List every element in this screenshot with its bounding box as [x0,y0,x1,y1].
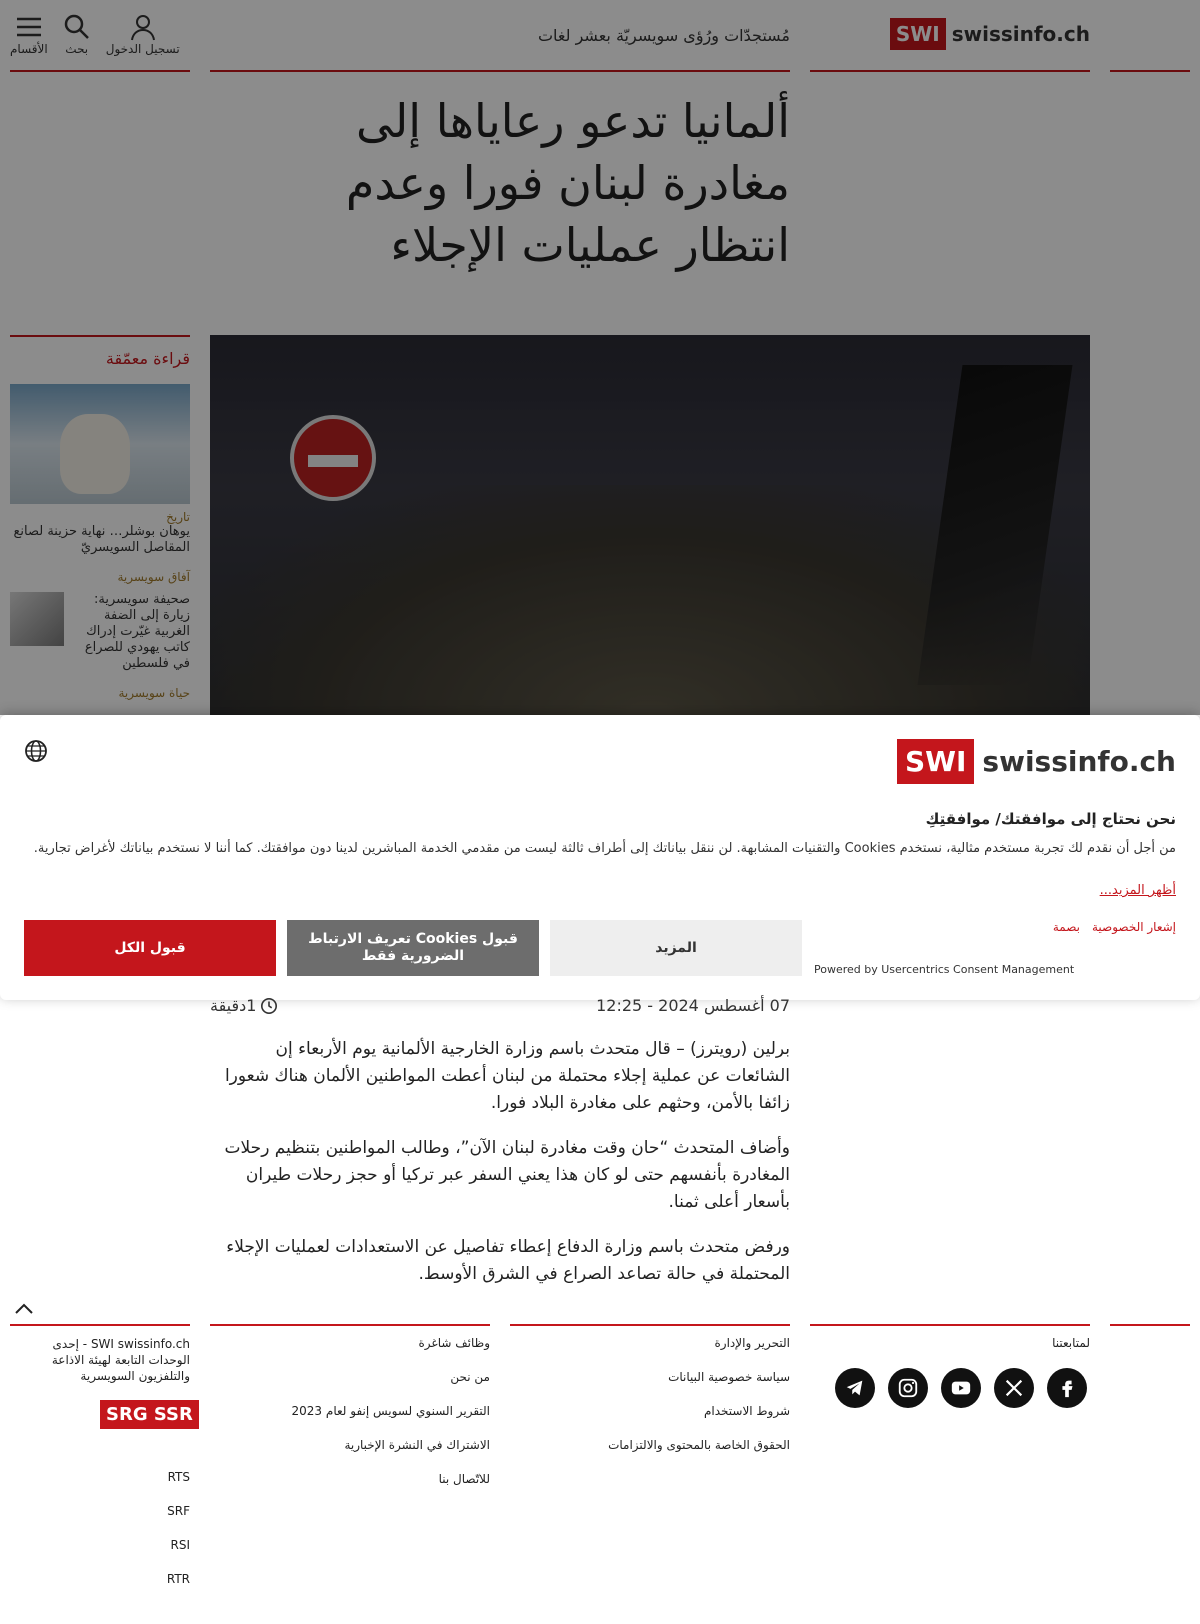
unit-link[interactable]: RTR [166,1572,190,1586]
imprint-link[interactable]: بصمة [1052,920,1080,934]
social-links [835,1368,1087,1408]
article-date: 07 أغسطس 2024 - 12:25 [596,996,790,1015]
site-tagline: مُستجدّات ورُؤى سويسريّة بعشر لغات [537,26,790,45]
globe-icon[interactable] [24,739,48,763]
logo-name: swissinfo.ch [951,22,1090,46]
sidebar-title: قراءة معمّقة [10,335,190,368]
telegram-link[interactable] [835,1368,875,1408]
article-body [210,1036,790,1306]
footer-link[interactable]: سياسة خصوصية البيانات [668,1370,790,1384]
follow-us-label: لمتابعتنا [1052,1336,1090,1350]
consent-logo [897,739,1176,784]
search-label: بحث [65,42,89,56]
footer-rule [1110,1324,1190,1326]
sidebar-link[interactable]: يوهان بوشلر… نهاية حزينة لصانع المقاصل السويسريّ [13,524,190,555]
sections-label: الأقسام [10,42,48,56]
consent-heading: نحن نحتاج إلى موافقتك/ موافقتِكِ [925,810,1176,828]
x-icon [1003,1377,1025,1399]
login-label: تسجيل الدخول [105,42,180,56]
read-time-label: 1دقيقة [210,996,257,1015]
consent-backdrop [0,0,1200,715]
footer-rule [810,1324,1090,1326]
footer-rule [510,1324,790,1326]
accept-all-button[interactable]: قبول الكل [24,920,276,976]
footer-link[interactable]: شروط الاستخدام [703,1404,790,1418]
footer-link[interactable]: التقرير السنوي لسويس إنفو لعام 2023 [291,1404,490,1418]
consent-dialog [0,715,1200,1000]
footer-link[interactable]: من نحن [450,1370,490,1384]
essential-only-button[interactable]: قبول Cookies تعريف الارتباط الضرورية فقط [287,920,539,976]
footer-column-2 [210,1336,490,1506]
footer-link[interactable]: الاشتراك في النشرة الإخبارية [344,1438,490,1452]
footer-link[interactable]: وظائف شاغرة [418,1336,490,1350]
telegram-icon [844,1377,866,1399]
article-headline: ألمانيا تدعو رعاياها إلى مغادرة لبنان فورا وعدم انتظار عمليات الإجلاء [345,94,790,272]
logo-badge: SWI [890,18,946,50]
unit-link[interactable]: RTS [167,1470,190,1484]
footer-link[interactable]: للاتّصال بنا [438,1472,490,1486]
instagram-icon [897,1377,919,1399]
chevron-up-icon[interactable] [12,1298,36,1318]
powered-by: Powered by Usercentrics Consent Management [814,963,1075,976]
footer-rule [210,1324,490,1326]
article-paragraph: وأضاف المتحدث “حان وقت مغادرة لبنان الآن”، وطالب المواطنين بتنظيم رحلات المغادرة بأنفسهم حتى لو كان هذا يعني السفر عبر تركيا أو حجز رحلات طيران بأسعار أعلى ثمنا. [224,1138,790,1212]
x-link[interactable] [994,1368,1034,1408]
consent-logo-name: swissinfo.ch [982,745,1176,778]
show-more-link[interactable]: أظهر المزيد... [1099,883,1176,898]
footer-column-1 [510,1336,790,1472]
facebook-link[interactable] [1047,1368,1087,1408]
privacy-notice-link[interactable]: إشعار الخصوصية [1091,920,1176,934]
instagram-link[interactable] [888,1368,928,1408]
srg-units [10,1470,190,1606]
article-paragraph: برلين (رويترز) – قال متحدث باسم وزارة الخارجية الألمانية يوم الأربعاء إن الشائعات عن عملية إجلاء محتملة من لبنان أعطت المواطنين الألمان هناك شعورا زائفا بالأمن، وحثهم على مغادرة البلاد فورا. [224,1039,790,1113]
article-paragraph: ورفض متحدث باسم وزارة الدفاع إعطاء تفاصيل عن الاستعدادات لعمليات الإجلاء المحتملة في حالة تصاعد الصراع في الشرق الأوسط. [226,1237,790,1284]
sidebar-link[interactable]: صحيفة سويسرية: زيارة إلى الضفة الغربية غيّرت إدراك كاتب يهودي للصراع في فلسطين [84,592,190,671]
sidebar-category: آفاق سويسرية [117,570,190,584]
consent-body: من أجل أن نقدم لك تجربة مستخدم مثالية، نستخدم Cookies والتقنيات المشابهة. لن ننقل بياناتك إلى أطراف ثالثة ليست من مقدمي الخدمة المباشرين لدينا دون موافقتك. كما أننا لا نستخدم بياناتك لأغراض تجارية. [33,841,1176,856]
more-button[interactable]: المزيد [550,920,802,976]
consent-links [1053,920,1176,934]
facebook-icon [1056,1377,1078,1399]
footer-link[interactable]: الحقوق الخاصة بالمحتوى والالتزامات [608,1438,790,1452]
read-time [210,996,278,1015]
youtube-icon [950,1377,972,1399]
unit-link[interactable]: SRF [167,1504,190,1518]
clock-icon [260,997,278,1015]
footer-rule [10,1324,190,1326]
consent-logo-badge: SWI [897,739,974,784]
sidebar-category: تاريخ [166,510,190,524]
srg-description: SWI swissinfo.ch - إحدى الوحدات التابعة لهيئة الاذاعة والتلفزيون السويسرية [51,1337,190,1383]
youtube-link[interactable] [941,1368,981,1408]
sidebar-category: حياة سويسرية [118,686,190,700]
article-meta [210,996,790,1015]
unit-link[interactable]: RSI [170,1538,190,1552]
srg-ssr-logo[interactable]: SRG SSR [100,1400,199,1429]
footer-link[interactable]: التحرير والإدارة [714,1336,790,1350]
